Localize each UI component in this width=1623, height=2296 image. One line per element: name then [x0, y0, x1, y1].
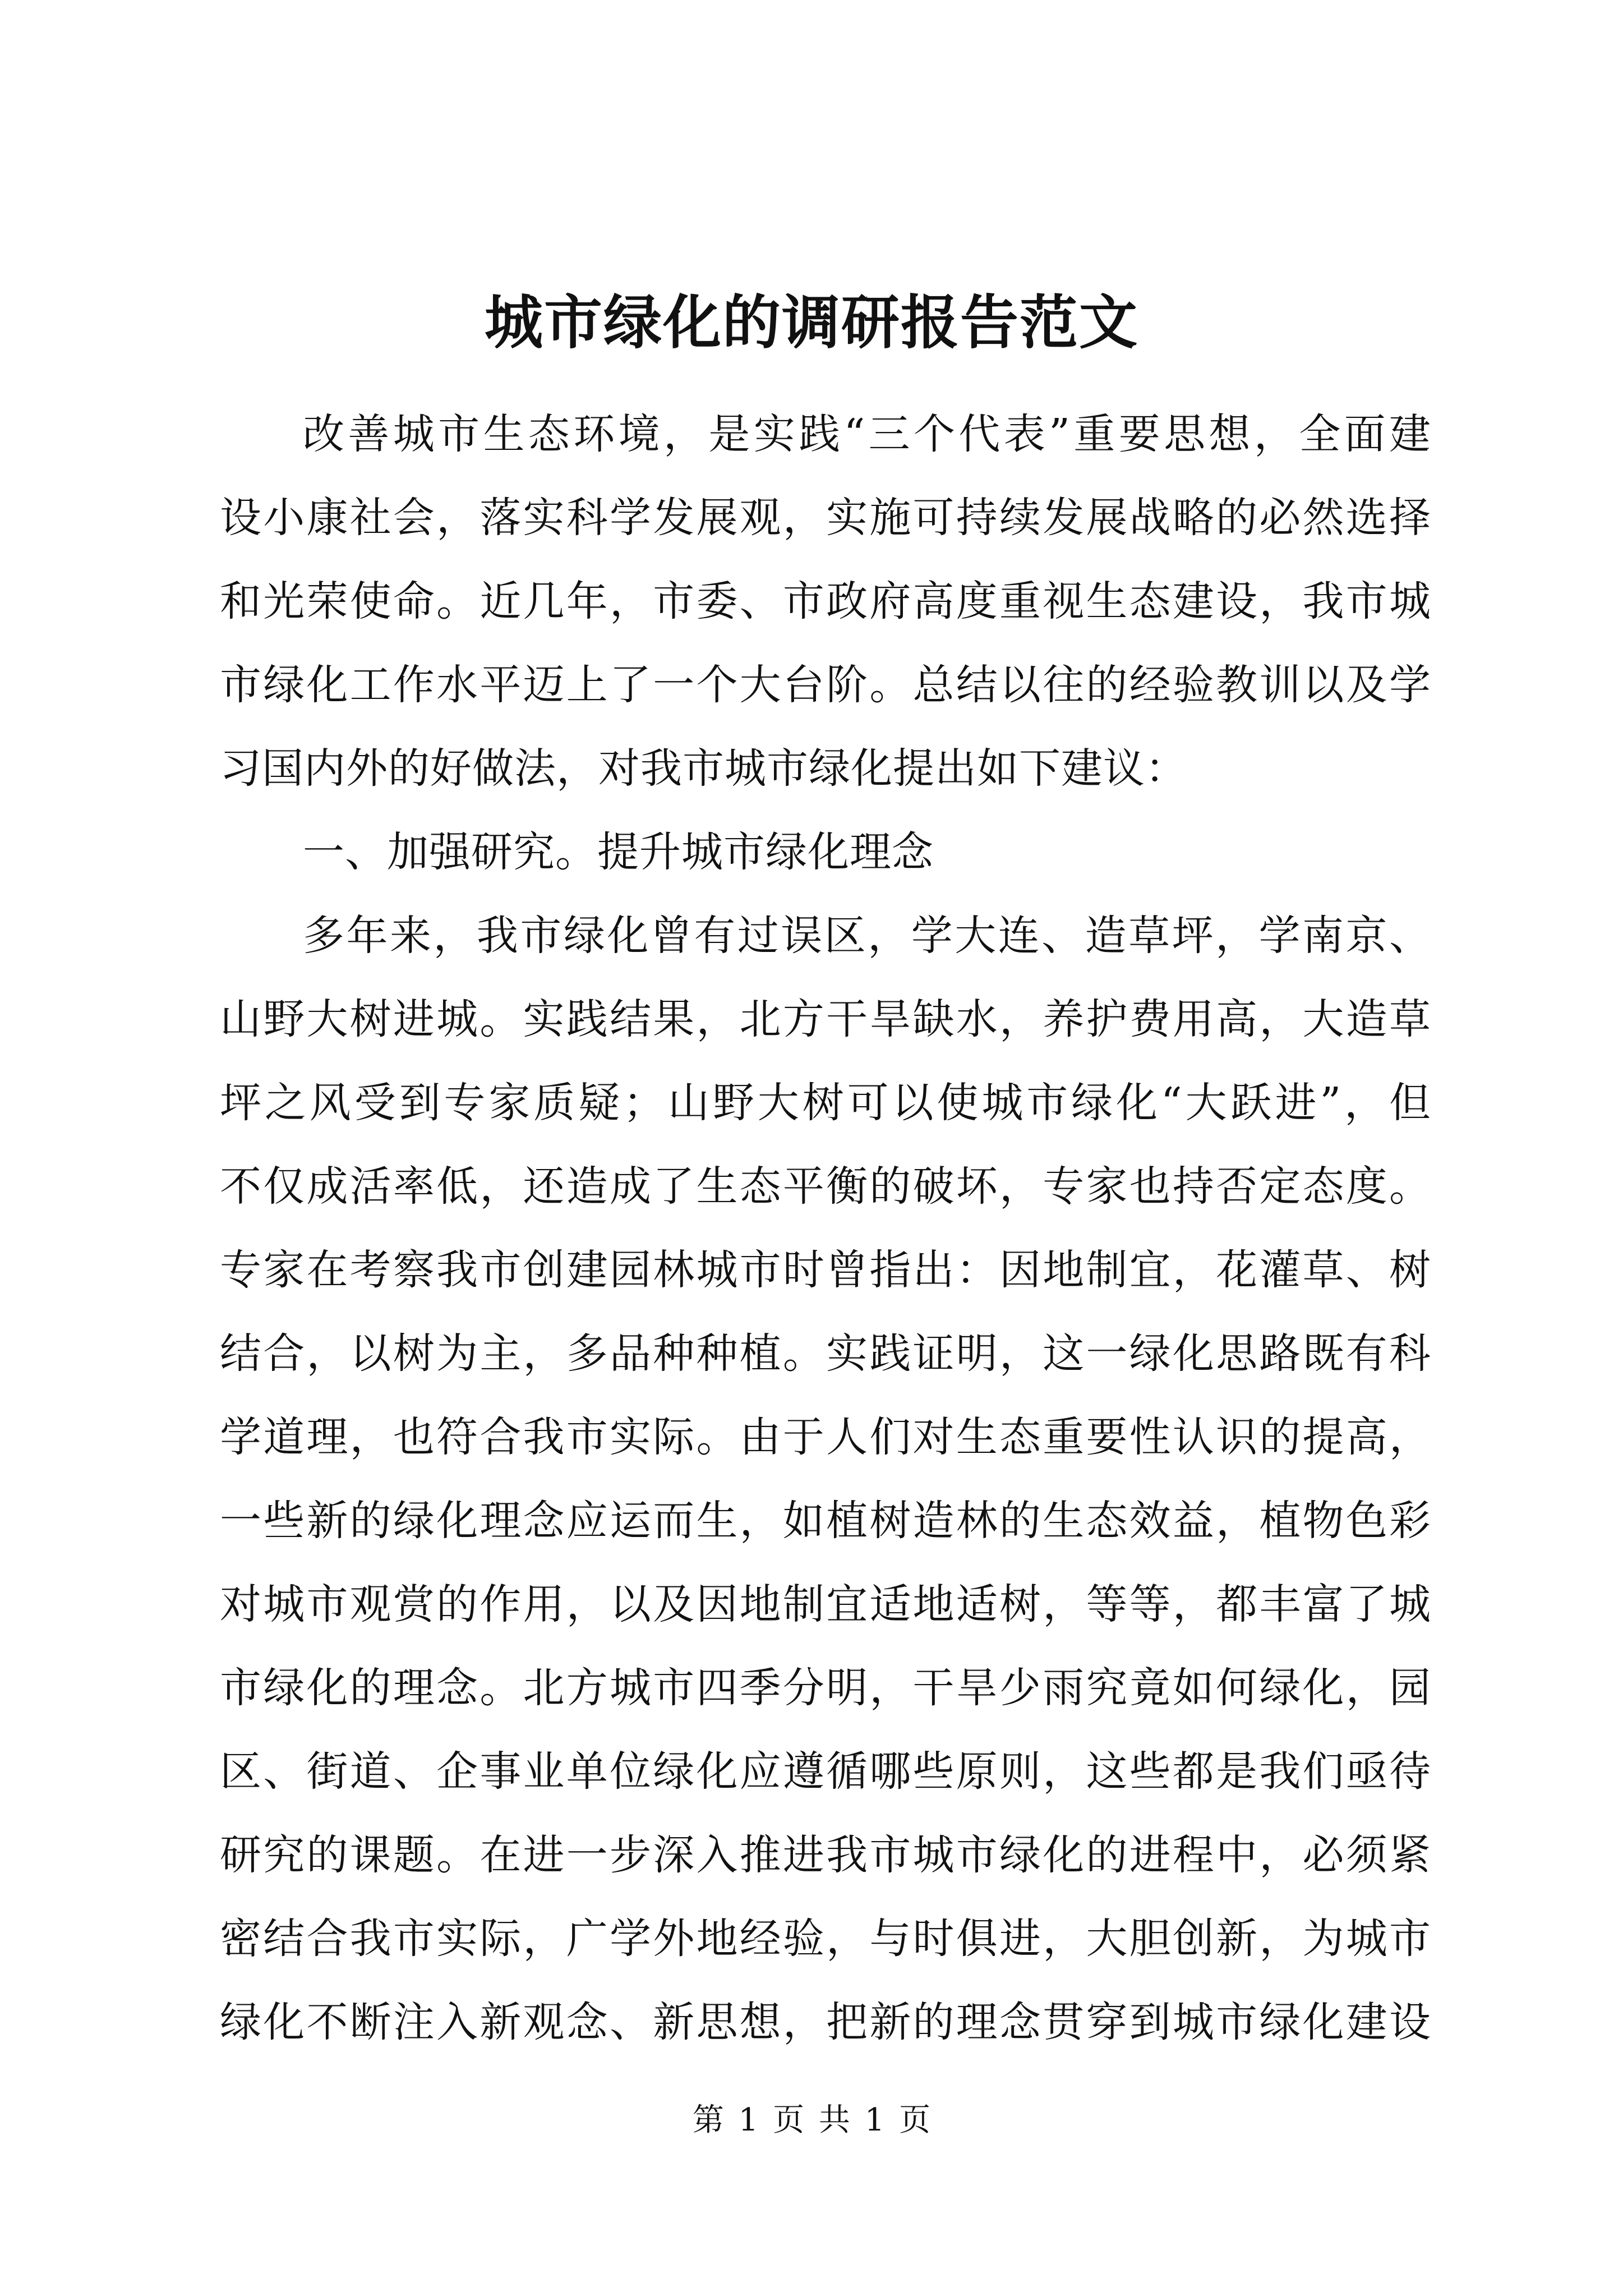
text-line: 对城市观赏的作用，以及因地制宜适地适树，等等，都丰富了城: [220, 1580, 1431, 1628]
text-line: 结合，以树为主，多品种种植。实践证明，这一绿化思路既有科: [220, 1329, 1431, 1378]
text-line: 设小康社会，落实科学发展观，实施可持续发展战略的必然选择: [220, 494, 1431, 542]
text-line: 绿化不断注入新观念、新思想，把新的理念贯穿到城市绿化建设: [220, 1998, 1431, 2046]
document-title: 城市绿化的调研报告范文: [484, 288, 1138, 357]
text-line: 市绿化工作水平迈上了一个大台阶。总结以往的经验教训以及学: [220, 661, 1431, 709]
document-body: [220, 393, 1431, 2064]
text-line: 山野大树进城。实践结果，北方干旱缺水，养护费用高，大造草: [220, 995, 1431, 1043]
text-line: 一些新的绿化理念应运而生，如植树造林的生态效益，植物色彩: [220, 1497, 1431, 1545]
text-line: 区、街道、企事业单位绿化应遵循哪些原则，这些都是我们亟待: [220, 1747, 1431, 1796]
text-line: 和光荣使命。近几年，市委、市政府高度重视生态建设，我市城: [220, 577, 1431, 625]
text-line: 研究的课题。在进一步深入推进我市城市绿化的进程中，必须紧: [220, 1831, 1431, 1879]
text-line: 学道理，也符合我市实际。由于人们对生态重要性认识的提高，: [220, 1413, 1431, 1461]
text-line: 专家在考察我市创建园林城市时曾指出：因地制宜，花灌草、树: [220, 1246, 1431, 1294]
text-line: 密结合我市实际，广学外地经验，与时俱进，大胆创新，为城市: [220, 1915, 1431, 1963]
text-line: 不仅成活率低，还造成了生态平衡的破坏，专家也持否定态度。: [220, 1162, 1431, 1211]
section-heading: 一、加强研究。提升城市绿化理念: [303, 828, 934, 876]
text-line: 习国内外的好做法，对我市城市绿化提出如下建议：: [220, 744, 1187, 793]
text-line: 改善城市生态环境，是实践“三个代表”重要思想，全面建: [303, 410, 1431, 458]
text-line: 多年来，我市绿化曾有过误区，学大连、造草坪，学南京、: [303, 912, 1431, 960]
text-line: 坪之风受到专家质疑；山野大树可以使城市绿化“大跃进”，但: [220, 1079, 1431, 1127]
page-footer: 第 1 页 共 1 页: [692, 2102, 931, 2138]
text-line: 市绿化的理念。北方城市四季分明，干旱少雨究竟如何绿化，园: [220, 1664, 1431, 1712]
